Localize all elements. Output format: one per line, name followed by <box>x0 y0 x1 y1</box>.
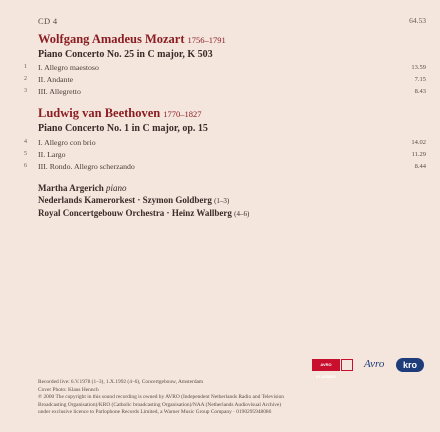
track-number: 3 <box>24 88 27 94</box>
track-duration: 11.29 <box>411 151 426 158</box>
track-number: 2 <box>24 76 27 82</box>
ensemble-line <box>38 194 249 207</box>
track-title: I. Allegro con brio <box>38 138 96 147</box>
ensemble-line <box>38 207 249 220</box>
track-title: I. Allegro maestoso <box>38 63 99 72</box>
credit-line: ℗ 2000 The copyright in this sound recording is owned by AVRO (Independent Netherlands Radio and Television <box>38 394 284 400</box>
track-row <box>0 138 440 150</box>
composer-years: 1770–1827 <box>163 109 202 119</box>
composer-name <box>38 32 226 47</box>
track-row <box>0 150 440 162</box>
cd-label: CD 4 <box>38 16 58 26</box>
avro-klassiek-logo-text: AVRO KLASSIEK <box>312 359 340 371</box>
ensemble-name: Royal Concertgebouw Orchestra · Heinz Wallberg <box>38 208 232 218</box>
soloist-role: piano <box>105 183 127 193</box>
track-title: III. Rondo. Allegro scherzando <box>38 162 135 171</box>
composer-name-text: Wolfgang Amadeus Mozart <box>38 32 185 46</box>
composer-name <box>38 106 202 121</box>
track-number: 1 <box>24 64 27 70</box>
ensemble-name: Nederlands Kamerorkest · Szymon Goldberg <box>38 195 212 205</box>
track-title: III. Allegretto <box>38 87 81 96</box>
track-duration: 7.15 <box>414 76 426 83</box>
credit-line: Broadcasting Organisation)/KRO (Catholic broadcasting Organisation)/NAA (Netherlands Audiovisual Archive) <box>38 401 282 408</box>
soloist-name: Martha Argerich <box>38 183 104 193</box>
track-number: 4 <box>24 139 27 145</box>
avro-klassiek-logo <box>312 359 354 379</box>
ensemble-tracks: (1–3) <box>214 197 230 205</box>
composer-name-text: Ludwig van Beethoven <box>38 106 161 120</box>
track-title: II. Andante <box>38 75 74 84</box>
composer-years: 1756–1791 <box>187 35 226 45</box>
soloist-line <box>38 182 249 194</box>
track-row <box>0 162 440 174</box>
kro-logo: kro <box>396 358 424 372</box>
track-duration: 8.44 <box>414 163 426 170</box>
logo-frame-icon <box>341 359 353 371</box>
performers-block <box>38 182 249 220</box>
credit-line: Recorded live: 6.V.1978 (1–3), 1.X.1992 (4–6), Concertgebouw, Amsterdam <box>38 379 204 385</box>
track-row <box>0 75 440 87</box>
track-duration: 8.43 <box>414 88 426 95</box>
track-title: II. Largo <box>38 150 66 159</box>
credit-line: Cover Photo: Klaus Hennch <box>38 386 99 393</box>
track-number: 5 <box>24 151 27 157</box>
track-duration: 14.02 <box>411 139 426 146</box>
credits-block <box>38 379 428 417</box>
track-duration: 13.59 <box>411 64 426 71</box>
avro-logo: Avro <box>364 358 385 370</box>
track-row <box>0 87 440 99</box>
work-title: Piano Concerto No. 1 in C major, op. 15 <box>38 123 208 134</box>
track-row <box>0 63 440 75</box>
total-time: 64.53 <box>409 16 426 25</box>
ensemble-tracks: (4–6) <box>234 210 250 218</box>
credit-line: under exclusive licence to Parlophone Records Limited, a Warner Music Group Company · 0190295948086 <box>38 409 272 415</box>
track-number: 6 <box>24 163 27 169</box>
work-title: Piano Concerto No. 25 in C major, K 503 <box>38 49 213 60</box>
